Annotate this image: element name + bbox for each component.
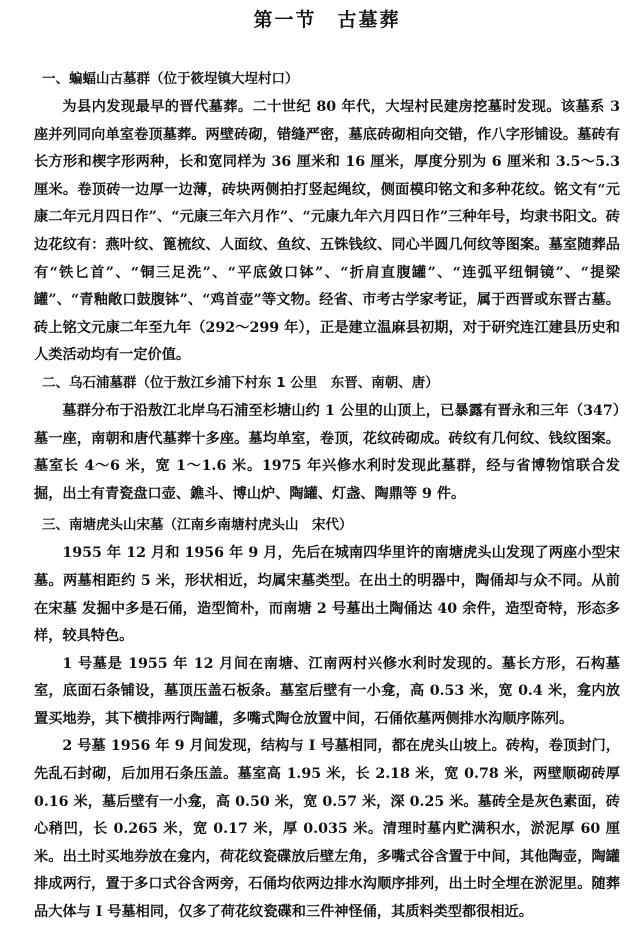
section-bianfushan [34,68,620,370]
section-heading: 一、蝙蝠山古墓群（位于筱埕镇大埕村口） [42,71,299,87]
section-paragraph: 1955 年 12 月和 1956 年 9 月，先后在城南四华里许的南塘虎头山发现了两座小型宋墓。两墓相距约 5 米，形状相近，均属宋墓类型。在出土的明器中，陶俑却与众不同。从前在宋墓 发掘中多是石俑，造型简朴，而南塘 2 号墓出土陶俑达 40 余件，造型奇特，形态多样，较具特色。 [34,545,620,645]
section-paragraph: 1 号墓是 1955 年 12 月间在南塘、江南两村兴修水利时发现的。墓长方形，石构墓室，底面石条铺设，墓顶压盖石板条。墓室后壁有一小龛，高 0.53 米，宽 0.4 米，龛内放置买地券，其下横排两行陶罐，多嘴式陶仓放置中间，石俑依墓两侧排水沟顺序陈列。 [34,655,620,727]
section-paragraph: 墓群分布于沿敖江北岸乌石浦至杉塘山约 1 公里的山顶上，已暴露有晋永和三年（347）墓一座，南朝和唐代墓葬十多座。墓均单室，卷顶，花纹砖砌成。砖纹有几何纹、钱纹图案。墓室长 4～6 米，宽 1～1.6 米。1975 年兴修水利时发现此墓群，经与省博物馆联合发掘，出土有青瓷盘口壶、鐎斗、博山炉、陶罐、灯盏、陶鼎等 9 件。 [34,402,620,502]
section-heading: 二、乌石浦墓群（位于敖江乡浦下村东 1 公里 东晋、南朝、唐） [42,374,439,391]
section-paragraph: 2 号墓 1956 年 9 月间发现，结构与 I 号墓相同，都在虎头山坡上。砖构，卷顶封门，先乱石封砌，后加用石条压盖。墓室高 1.95 米，长 2.18 米，宽 0.78 米，两壁顺砌砖厚 0.16 米，墓后壁有一小龛，高 0.50 米，宽 0.57 米，深 0.25 米。墓砖全是灰色素面，砖心稍凹，长 0.265 米，宽 0.17 米，厚 0.035 米。清理时墓内贮满积水，淤泥厚 60 厘米。出土时买地券放在龛内，荷花纹瓷碟放后壁左角，多嘴式谷含置于中间，其他陶壶，陶罐排成两行，置于多口式谷含两旁，石俑均依两边排水沟顺序排列，出土时全埋在淤泥里。随葬品大体与 I 号墓相同，仅多了荷花纹瓷碟和三件神怪俑，其质料类型都很相近。 [34,738,620,921]
section-paragraph: 为县内发现最早的晋代墓葬。二十世纪 80 年代，大埕村民建房挖墓时发现。该墓系 3 座并列同向单室卷顶墓葬。两壁砖砌，错缝严密，墓底砖砌相向交错，作八字形铺设。墓砖有长方形和楔字形两种，长和宽同样为 36 厘米和 16 厘米，厚度分别为 6 厘米和 3.5～5.3 厘米。卷顶砖一边厚一边薄，砖块两侧拍打竖起绳纹，侧面模印铭文和多种花纹。铭文有“元康二年元月四日作”、“元康三年六月作”、“元康九年六月四日作”三种年号，均隶书阳文。砖边花纹有：燕叶纹、篦梳纹、人面纹、鱼纹、五铢钱纹、同心半圆几何纹等图案。墓室随葬品有“铁匕首”、“铜三足洗”、“平底敛口钵”、“折肩直腹罐”、“连弧平纽铜镜”、“提梁罐”、“青釉敞口鼓腹钵”、“鸡首壶”等文物。经省、市考古学家考证，属于西晋或东晋古墓。砖上铭文元康二年至九年（292～299 年），正是建立温麻县初期，对于研究连江建县历史和人类活动均有一定价值。 [34,99,620,364]
section-nantang-hutoushan [34,514,620,926]
section-wushipu [34,372,620,508]
document-page [34,6,620,927]
section-heading: 三、南塘虎头山宋墓（江南乡南塘村虎头山 宋代） [42,517,353,534]
page-title: 第一节 古墓葬 [253,9,401,31]
